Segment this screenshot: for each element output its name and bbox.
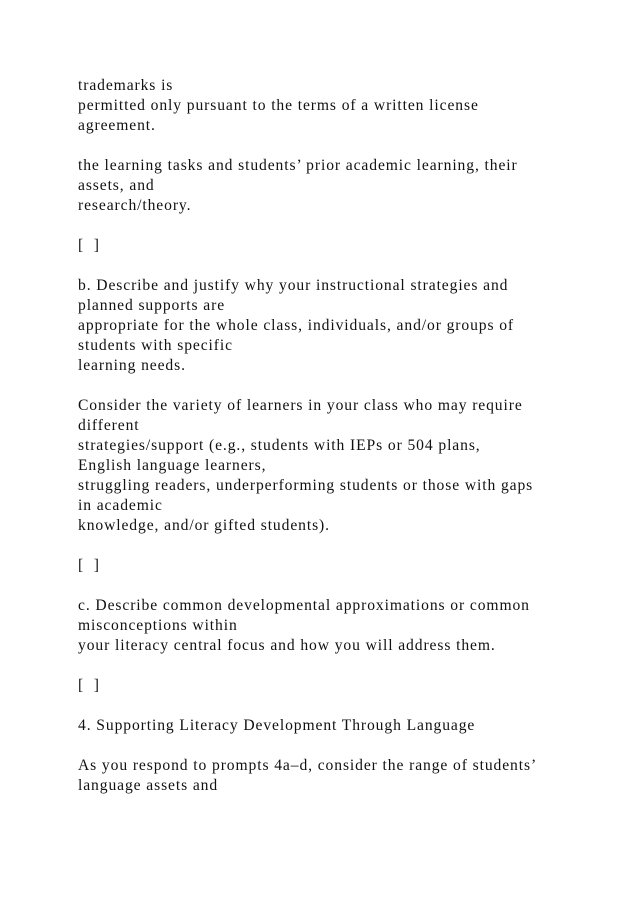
blank-line [78, 216, 578, 236]
blank-line [78, 736, 578, 756]
blank-line [78, 696, 578, 716]
text-line: assets, and [78, 177, 155, 194]
blank-line [78, 536, 578, 556]
prompt-heading: c. Describe common developmental approximations or common [78, 597, 530, 614]
blank-line [78, 576, 578, 596]
text-line: strategies/support (e.g., students with IEPs or 504 plans, [78, 437, 481, 454]
text-line: planned supports are [78, 297, 226, 314]
text-line: your literacy central focus and how you will address them. [78, 637, 496, 654]
text-line: Consider the variety of learners in your class who may require [78, 397, 523, 414]
blank-line [78, 256, 578, 276]
response-placeholder: [ ] [78, 237, 100, 254]
text-line: students with specific [78, 337, 233, 354]
text-line: research/theory. [78, 197, 192, 214]
document-body [78, 76, 578, 796]
text-line: permitted only pursuant to the terms of a written license [78, 97, 479, 114]
text-line: struggling readers, underperforming students or those with gaps [78, 477, 534, 494]
blank-line [78, 656, 578, 676]
prompt-heading: b. Describe and justify why your instructional strategies and [78, 277, 509, 294]
text-line: in academic [78, 497, 163, 514]
response-placeholder: [ ] [78, 557, 100, 574]
response-placeholder: [ ] [78, 677, 100, 694]
text-line: language assets and [78, 777, 219, 794]
text-line: knowledge, and/or gifted students). [78, 517, 330, 534]
text-line: the learning tasks and students’ prior academic learning, their [78, 157, 518, 174]
blank-line [78, 376, 578, 396]
text-line: trademarks is [78, 77, 174, 94]
text-line: English language learners, [78, 457, 267, 474]
blank-line [78, 136, 578, 156]
text-line: learning needs. [78, 357, 186, 374]
text-line: As you respond to prompts 4a–d, consider the range of students’ [78, 757, 538, 774]
text-line: misconceptions within [78, 617, 238, 634]
text-line: agreement. [78, 117, 156, 134]
text-line: appropriate for the whole class, individuals, and/or groups of [78, 317, 515, 334]
section-heading: 4. Supporting Literacy Development Through Language [78, 717, 476, 734]
text-line: different [78, 417, 140, 434]
